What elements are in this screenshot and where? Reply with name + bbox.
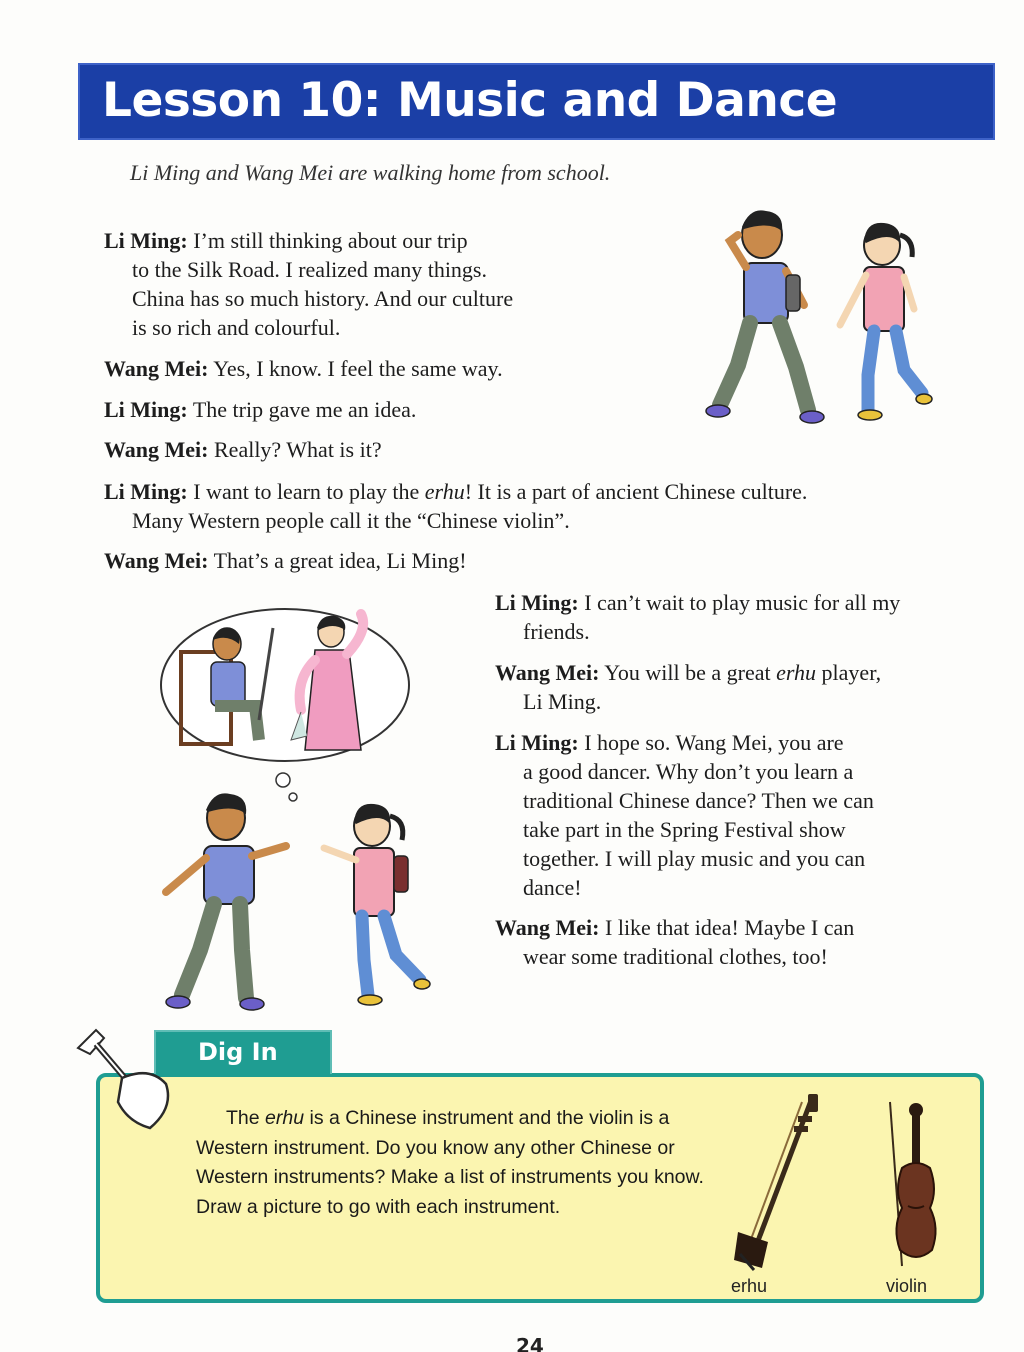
dialogue-line: Li Ming: The trip gave me an idea. xyxy=(104,397,417,422)
speaker: Li Ming: xyxy=(104,479,188,504)
speaker: Li Ming: xyxy=(495,730,579,755)
dig-in-text: The erhu is a Chinese instrument and the violin is a Western instrument. Do you know any other Chinese or Western instruments? Make a list of instruments you know. Draw a picture to go with each instrument. xyxy=(196,1107,704,1218)
thought-bubble-illustration xyxy=(155,600,415,810)
dialogue-line: Wang Mei: I like that idea! Maybe I can wear some traditional clothes, too! xyxy=(495,915,855,969)
speaker: Wang Mei: xyxy=(104,356,209,381)
dialogue-line: Wang Mei: You will be a great erhu player, Li Ming. xyxy=(495,660,882,714)
dialogue-line: Wang Mei: Yes, I know. I feel the same way. xyxy=(104,356,503,381)
dig-in-tab xyxy=(154,1030,332,1074)
speaker: Wang Mei: xyxy=(495,915,600,940)
boy-figure xyxy=(706,210,824,423)
boy-figure xyxy=(166,793,286,1010)
girl-figure xyxy=(324,804,430,1005)
speaker: Li Ming: xyxy=(104,228,188,253)
speaker: Li Ming: xyxy=(104,397,188,422)
dialogue-line: Li Ming: I hope so. Wang Mei, you are a good dancer. Why don’t you learn a traditional Chinese dance? Then we can take part in the Spring Festival show together. I will play music and you can dance! xyxy=(495,730,874,900)
lesson-title-banner xyxy=(78,63,995,140)
lesson-title: Lesson 10: Music and Dance xyxy=(102,73,838,128)
dialogue-line: Wang Mei: Really? What is it? xyxy=(104,437,382,462)
violin-caption: violin xyxy=(886,1276,928,1296)
erhu-caption: erhu xyxy=(731,1276,768,1296)
dialogue-line: Li Ming: I want to learn to play the erhu! It is a part of ancient Chinese culture. Many Western people call it the “Chinese violin”. xyxy=(104,479,808,533)
shovel-icon xyxy=(70,1018,180,1138)
page-number: 24 xyxy=(516,1334,544,1352)
dialogue-line: Li Ming: I’m still thinking about our trip to the Silk Road. I realized many things. China has so much history. And our culture is so rich and colourful. xyxy=(104,228,514,340)
violin-icon xyxy=(872,1098,952,1278)
walking-children-illustration xyxy=(700,205,940,435)
speaker: Wang Mei: xyxy=(495,660,600,685)
dialogue-line: Li Ming: I can’t wait to play music for all my friends. xyxy=(495,590,901,644)
speaker: Wang Mei: xyxy=(104,548,209,573)
erhu-icon xyxy=(730,1092,840,1278)
girl-figure xyxy=(840,223,932,420)
dialogue-line: Wang Mei: That’s a great idea, Li Ming! xyxy=(104,548,467,573)
dig-in-label: Dig In xyxy=(198,1038,278,1066)
talking-children-illustration xyxy=(140,790,440,1015)
speaker: Wang Mei: xyxy=(104,437,209,462)
speaker: Li Ming: xyxy=(495,590,579,615)
intro-sentence: Li Ming and Wang Mei are walking home from school. xyxy=(130,160,611,185)
